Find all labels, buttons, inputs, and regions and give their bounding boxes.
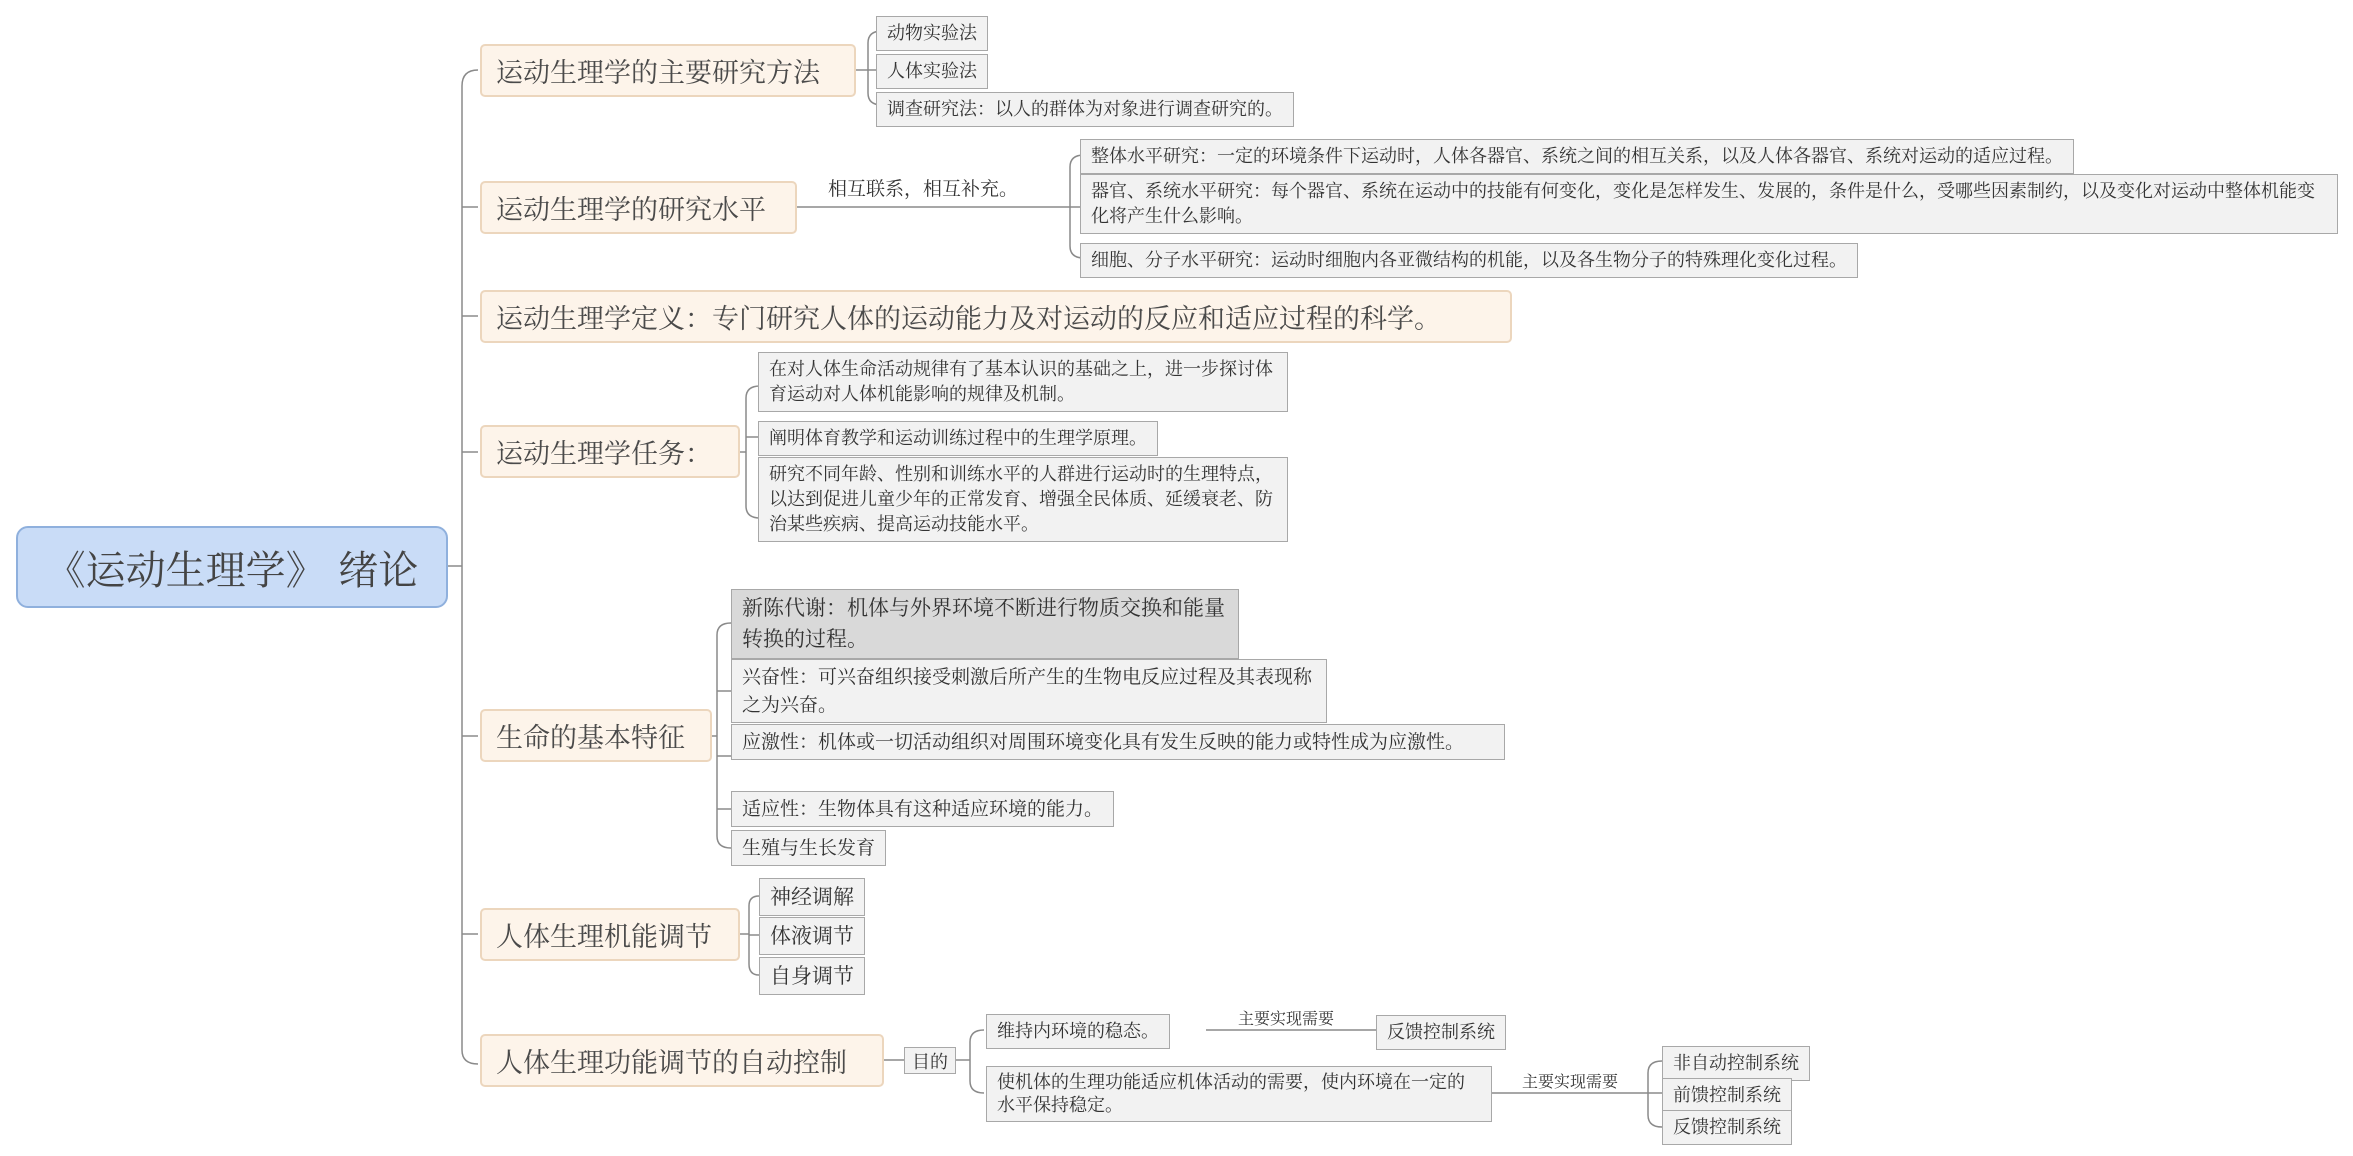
regulation-neural[interactable]: 神经调解 — [759, 878, 865, 916]
level-whole-body[interactable]: 整体水平研究：一定的环境条件下运动时，人体各器官、系统之间的相互关系，以及人体各器官、系统对运动的适应过程。 — [1080, 139, 2074, 174]
task-explore-mechanism[interactable]: 在对人体生命活动规律有了基本认识的基础之上，进一步探讨体育运动对人体机能影响的规律及机制。 — [758, 352, 1288, 412]
topic-label: 生命的基本特征 — [496, 723, 685, 754]
topic-physiological-regulation[interactable] — [480, 908, 740, 961]
goal-1-relation-label: 主要实现需要 — [1238, 1009, 1335, 1028]
feature-reproduction[interactable]: 生殖与生长发育 — [731, 830, 886, 866]
topic-definition[interactable] — [480, 290, 1512, 343]
level-cell-molecular[interactable]: 细胞、分子水平研究：运动时细胞内各亚微结构的机能，以及各生物分子的特殊理化变化过程。 — [1080, 243, 1858, 278]
topic-auto-control[interactable] — [480, 1034, 884, 1087]
levels-relation-label: 相互联系，相互补充。 — [828, 178, 1019, 200]
topic-tasks[interactable] — [480, 425, 740, 478]
topic-label: 运动生理学任务： — [496, 439, 712, 470]
goal-adaptation[interactable]: 使机体的生理功能适应机体活动的需要，使内环境在一定的水平保持稳定。 — [986, 1066, 1492, 1122]
system-non-auto[interactable]: 非自动控制系统 — [1662, 1046, 1810, 1081]
feature-metabolism[interactable]: 新陈代谢：机体与外界环境不断进行物质交换和能量转换的过程。 — [731, 589, 1239, 659]
topic-label: 人体生理功能调节的自动控制 — [496, 1048, 847, 1079]
method-animal-experiment[interactable]: 动物实验法 — [876, 16, 988, 51]
feature-excitability[interactable]: 兴奋性：可兴奋组织接受刺激后所产生的生物电反应过程及其表现称之为兴奋。 — [731, 659, 1327, 723]
topic-life-features[interactable] — [480, 709, 712, 762]
system-feedforward[interactable]: 前馈控制系统 — [1662, 1078, 1792, 1113]
level-organ-system[interactable]: 器官、系统水平研究：每个器官、系统在运动中的技能有何变化，变化是怎样发生、发展的，条件是什么，受哪些因素制约，以及变化对运动中整体机能变化将产生什么影响。 — [1080, 174, 2338, 234]
topic-label: 运动生理学的研究水平 — [496, 195, 766, 226]
system-feedback-2[interactable]: 反馈控制系统 — [1662, 1110, 1792, 1145]
feature-irritability[interactable]: 应激性：机体或一切活动组织对周围环境变化具有发生反映的能力或特性成为应激性。 — [731, 724, 1505, 760]
task-clarify-principles[interactable]: 阐明体育教学和运动训练过程中的生理学原理。 — [758, 421, 1158, 456]
goal-2-relation-label: 主要实现需要 — [1522, 1072, 1619, 1091]
system-feedback-1[interactable]: 反馈控制系统 — [1376, 1015, 1506, 1050]
topic-label: 人体生理机能调节 — [496, 922, 712, 953]
purpose-label-box[interactable]: 目的 — [904, 1047, 956, 1074]
goal-homeostasis[interactable]: 维持内环境的稳态。 — [986, 1014, 1170, 1049]
feature-adaptability[interactable]: 适应性：生物体具有这种适应环境的能力。 — [731, 791, 1114, 827]
method-survey[interactable]: 调查研究法：以人的群体为对象进行调查研究的。 — [876, 92, 1294, 127]
topic-research-levels[interactable] — [480, 181, 797, 234]
topic-research-methods[interactable] — [480, 44, 856, 97]
topic-label: 运动生理学的主要研究方法 — [496, 58, 820, 89]
task-research-characteristics[interactable]: 研究不同年龄、性别和训练水平的人群进行运动时的生理特点，以达到促进儿童少年的正常发育、增强全民体质、延缓衰老、防治某些疾病、提高运动技能水平。 — [758, 457, 1288, 542]
root-topic-label: 《运动生理学》 绪论 — [45, 547, 419, 594]
regulation-auto[interactable]: 自身调节 — [759, 957, 865, 995]
method-human-experiment[interactable]: 人体实验法 — [876, 54, 988, 89]
root-topic[interactable] — [16, 526, 448, 608]
regulation-humoral[interactable]: 体液调节 — [759, 917, 865, 955]
topic-label: 运动生理学定义：专门研究人体的运动能力及对运动的反应和适应过程的科学。 — [496, 304, 1441, 335]
